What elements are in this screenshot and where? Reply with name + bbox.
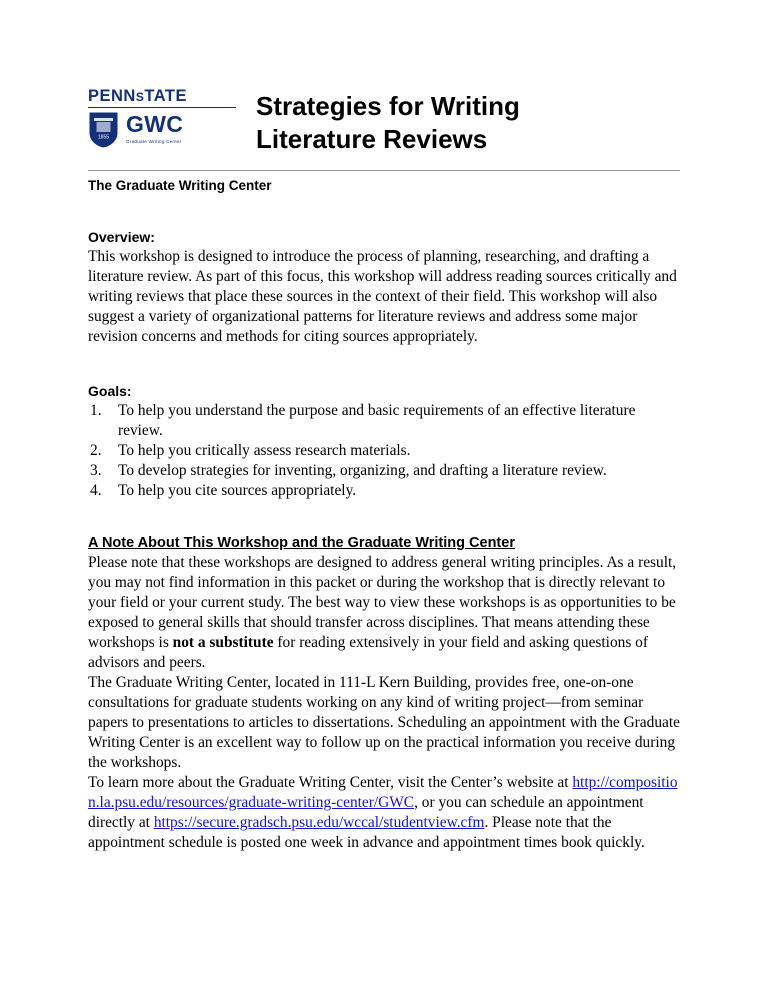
goals-list (88, 401, 680, 501)
document-header (88, 78, 680, 164)
gwc-lockup (88, 111, 238, 149)
overview-heading: Overview: (88, 229, 155, 245)
note-paragraph-2: The Graduate Writing Center, located in 111-L Kern Building, provides free, one-on-one consultations for graduate students working on any kind of writing project—from seminar papers to presentations to articles to dissertations. Scheduling an appointment with the Graduate Writing Center is an excellent way to follow up on the practical information you receive during the workshops. (88, 674, 680, 772)
pennstate-gwc-logo (88, 78, 238, 149)
gwc-full-name: Graduate Writing Center (126, 138, 182, 144)
list-item: To help you critically assess research materials. (118, 442, 411, 460)
page-subtitle: The Graduate Writing Center (88, 178, 272, 193)
overview-paragraph: This workshop is designed to introduce the process of planning, researching, and drafting a literature review. As part of this focus, this workshop will address reading sources critically and writing reviews that place these sources in the context of their field. This workshop will also suggest a variety of organizational patterns for literature reviews and address some major revision concerns and methods for citing sources appropriately. (88, 248, 677, 346)
list-item: To develop strategies for inventing, organizing, and drafting a literature review. (118, 462, 607, 480)
note-p3-text-before: To learn more about the Graduate Writing Center, visit the Center’s website at (88, 774, 573, 792)
note-p1-text-after: for reading extensively in your field and asking questions of advisors and peers. (88, 634, 648, 672)
wordmark-penn: PENN (88, 87, 136, 105)
header-divider (88, 170, 680, 171)
wordmark-state-rest: TATE (144, 87, 187, 105)
logo-divider (88, 107, 236, 108)
note-p1-text-before: Please note that these workshops are designed to address general writing principles. As a result, you may not find information in this packet or during the workshop that is directly relevant to your field or your current study. The best way to view these workshops is as opportunities to be exposed to general skills that should transfer across disciplines. That means attending these workshops is (88, 554, 677, 652)
note-heading: A Note About This Workshop and the Graduate Writing Center (88, 535, 515, 552)
pennstate-wordmark (88, 88, 238, 105)
note-paragraph-1 (88, 553, 680, 673)
gwc-abbreviation: GWC (126, 110, 184, 137)
list-item: To help you cite sources appropriately. (118, 482, 357, 500)
gwc-website-link[interactable]: http://composition.la.psu.edu/resources/graduate-writing-center/GWC (88, 774, 678, 812)
wordmark-state-cap: S (135, 90, 145, 104)
svg-text:1855: 1855 (97, 134, 110, 140)
shield-icon (88, 111, 119, 149)
page-title-line-2: Literature Reviews (256, 124, 488, 155)
page-title-line-1: Strategies for Writing (256, 91, 520, 121)
appointment-scheduling-link[interactable]: https://secure.gradsch.psu.edu/wccal/studentview.cfm (153, 814, 485, 832)
list-item: To help you understand the purpose and basic requirements of an effective literature review. (118, 402, 636, 440)
note-p3-text-mid: , or you can schedule an appointment directly at (88, 794, 644, 832)
gwc-text-block (126, 111, 183, 144)
note-paragraph-3 (88, 773, 680, 853)
note-p3-text-after: . Please note that the appointment schedule is posted one week in advance and appointment times book quickly. (88, 814, 645, 852)
page-title (256, 78, 520, 157)
note-p1-emphasis: not a substitute (172, 634, 274, 652)
goals-heading: Goals: (88, 383, 132, 400)
